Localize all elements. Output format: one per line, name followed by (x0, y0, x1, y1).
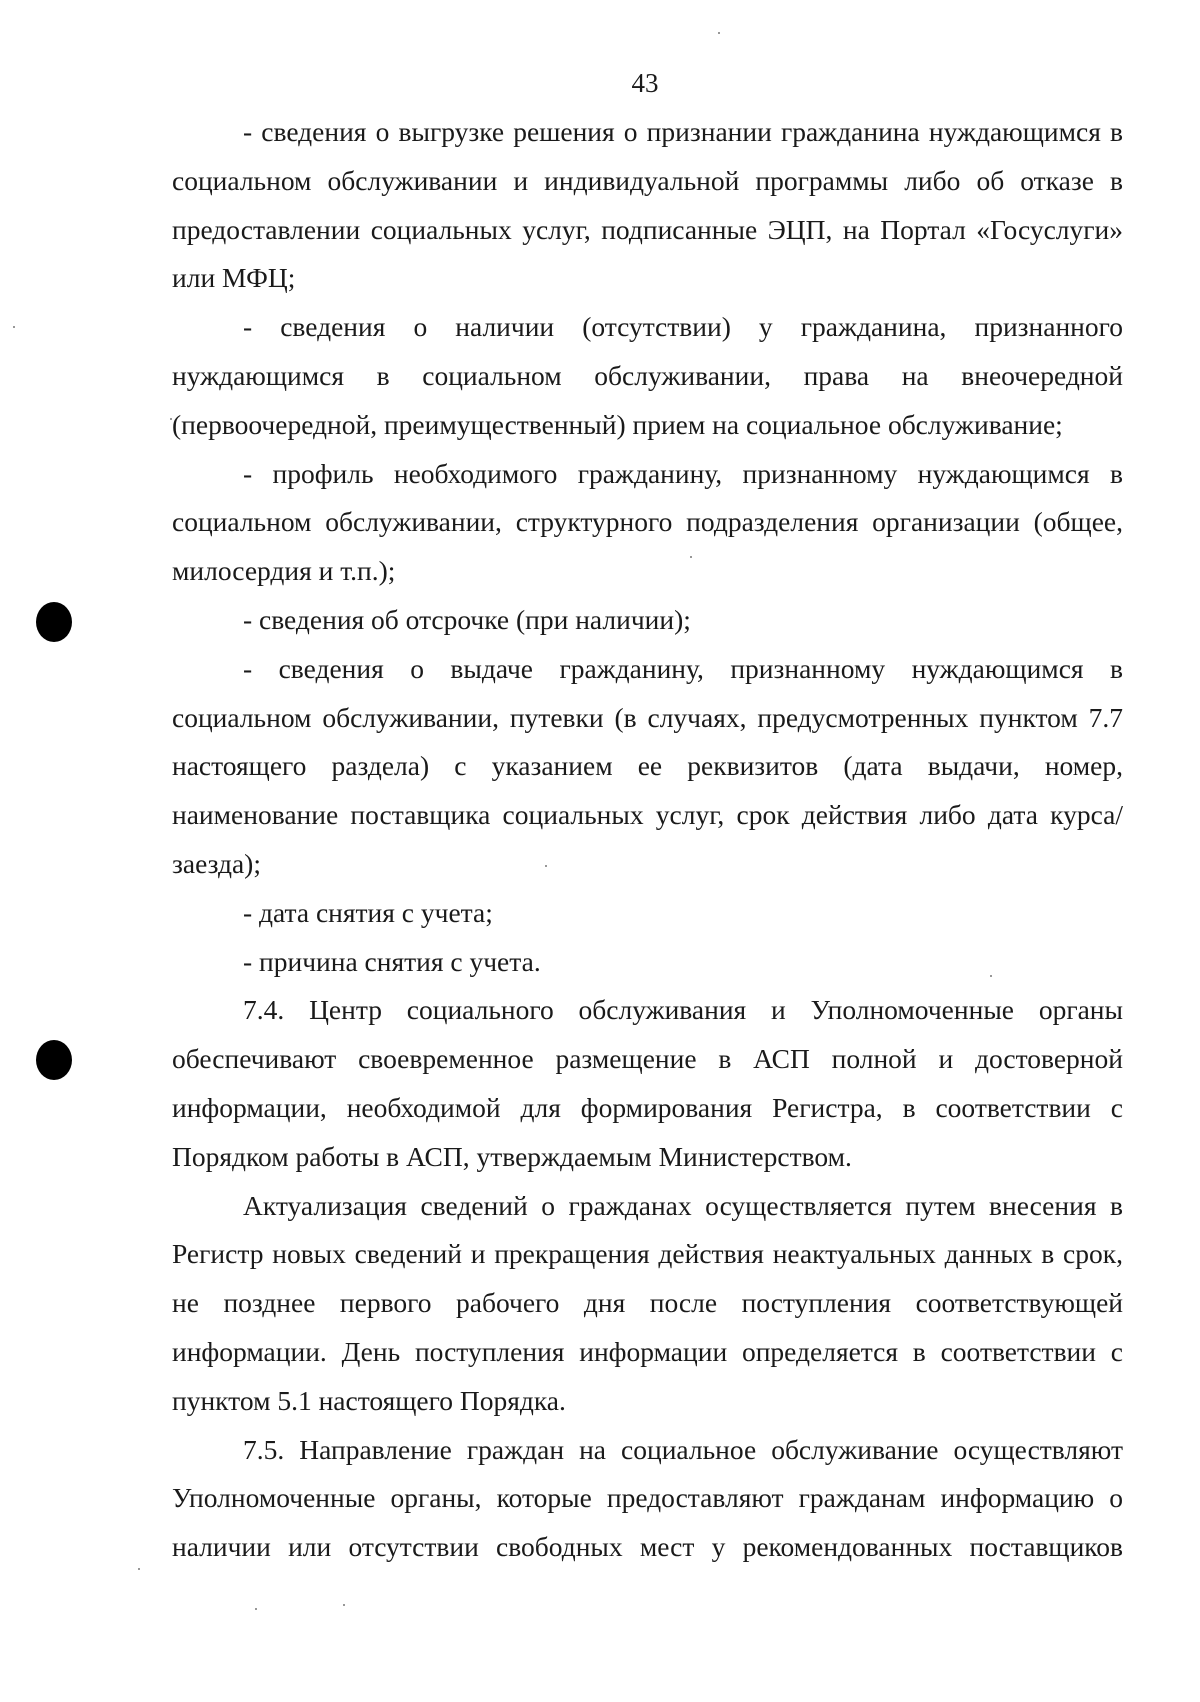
paragraph-priority-right: - сведения о наличии (отсутствии) у гражданина, признанного нуждающимся в социальном обслуживании, права на внеочередной (первоочередной, преимущественный) прием на социальное обслуживание; (172, 311, 1123, 440)
document-body (172, 108, 1123, 1572)
scan-speck (343, 1604, 345, 1606)
paragraph-actualization: Актуализация сведений о гражданах осуществляется путем внесения в Регистр новых сведений и прекращения действия неактуальных данных в срок, не позднее первого рабочего дня после поступления соответствующей информации. День поступления информации определяется в соответствии с пунктом 5.1 настоящего Порядка. (172, 1189, 1123, 1416)
scan-speck (255, 1608, 257, 1610)
scan-speck (138, 1568, 140, 1570)
paragraph-deregistration-reason: - причина снятия с учета. (243, 945, 541, 977)
scan-speck (170, 418, 172, 420)
paragraph-unload-decision: - сведения о выгрузке решения о признании гражданина нуждающимся в социальном обслуживании и индивидуальной программы либо об отказе в предоставлении социальных услуг, подписанные ЭЦП, на Портал «Госуслуги» или МФЦ; (172, 116, 1123, 294)
scan-speck (690, 556, 692, 558)
page-number: 43 (631, 68, 659, 98)
scan-speck (990, 975, 992, 977)
scan-speck (545, 865, 547, 867)
paragraph-unit-profile: - профиль необходимого гражданину, признанному нуждающимся в социальном обслуживании, структурного подразделения организации (общее, милосердия и т.п.); (172, 457, 1123, 587)
paragraph-voucher: - сведения о выдаче гражданину, признанному нуждающимся в социальном обслуживании, путевки (в случаях, предусмотренных пунктом 7.7 настоящего раздела) с указанием ее реквизитов (дата выдачи, номер, наименование поставщика социальных услуг, срок действия либо дата курса/заезда); (172, 652, 1123, 879)
scan-speck (13, 326, 15, 328)
punch-hole-mark (36, 1040, 72, 1080)
paragraph-deferral: - сведения об отсрочке (при наличии); (243, 603, 691, 635)
punch-hole-mark (36, 602, 72, 642)
paragraph-deregistration-date: - дата снятия с учета; (243, 896, 493, 928)
scan-speck (718, 32, 720, 34)
paragraph-section-7-5: 7.5. Направление граждан на социальное обслуживание осуществляют Уполномоченные органы, которые предоставляют гражданам информацию о наличии или отсутствии свободных мест у рекомендованных поставщиков (172, 1433, 1123, 1563)
paragraph-section-7-4: 7.4. Центр социального обслуживания и Уполномоченные органы обеспечивают своевременное размещение в АСП полной и достоверной информации, необходимой для формирования Регистра, в соответствии с Порядком работы в АСП, утверждаемым Министерством. (172, 994, 1123, 1172)
